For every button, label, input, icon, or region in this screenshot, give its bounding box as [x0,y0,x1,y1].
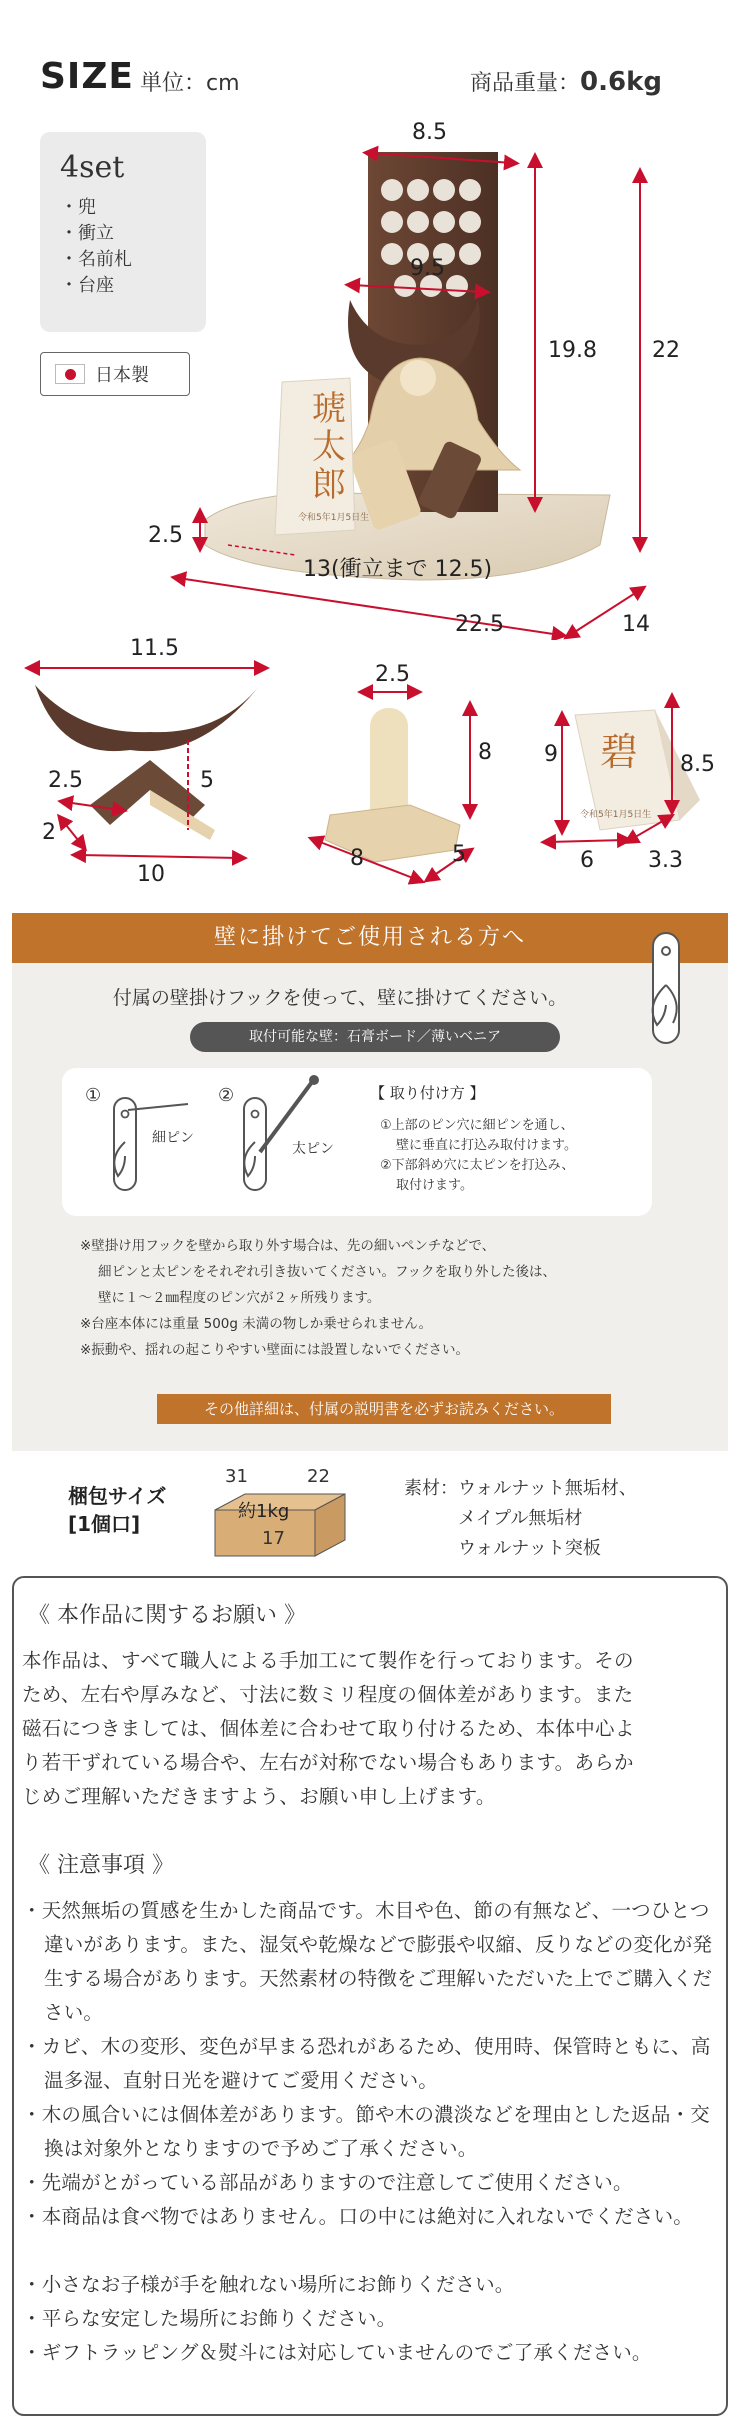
step-2-number: ② [218,1085,235,1106]
caution-heading: 《 注意事項 》 [28,1853,174,1878]
package-depth: 22 [307,1466,330,1487]
caution-item: ・ギフトラッピング＆熨斗には対応していませんのでご了承ください。 [22,2341,652,2364]
made-in-label: 日本製 [95,365,149,386]
caution-item: ・カビ、木の変形、変色が早まる恐れがあるため、使用時、保管時ともに、高温多湿、直射日光を避けてご愛用ください。 [22,2035,711,2092]
nameplate-date: 令和5年1月5日生 [298,513,370,523]
set-item: ・衝立 [60,223,114,244]
dim-plate-depth: 3.3 [648,848,683,873]
material-line-2: メイプル無垢材 [458,1508,583,1529]
request-line: り若干ずれている場合や、左右が対称でない場合もあります。あらか [22,1751,634,1774]
read-manual-banner: その他詳細は、付属の説明書を必ずお読みください。 [157,1394,611,1424]
dim-base-front: 13(衝立まで 12.5) [303,557,493,582]
dim-screen-height: 19.8 [548,338,597,363]
dim-part-helmet-a: 2.5 [48,768,83,793]
request-line: ため、左右や厚みなど、寸法に数ミリ程度の個体差があります。また [22,1683,634,1706]
nameplate-name-1: 琥 [312,389,346,429]
set-title: 4set [60,150,125,185]
wall-lead-text: 付属の壁掛けフックを使って、壁に掛けてください。 [112,987,568,1009]
dim-part-helmet-depth: 10 [137,862,165,887]
nameplate-name-3: 郎 [312,465,346,505]
package-weight: 約1kg [238,1501,290,1522]
dim-total-height: 22 [652,338,680,363]
dim-part-helmet-b: 2 [42,820,56,845]
dim-plate-width: 6 [580,848,594,873]
note-1a: ※壁掛け用フックを壁から取り外す場合は、先の細いペンチなどで、 [80,1238,496,1254]
howto-step-2a: ②下部斜め穴に太ピンを打込み、 [380,1158,575,1173]
compatible-walls-pill: 取付可能な壁：石膏ボード／薄いベニア [190,1022,560,1052]
dim-plate-right-height: 8.5 [680,752,715,777]
package-height: 17 [262,1528,285,1549]
caution-item: ・木の風合いには個体差があります。節や木の濃淡などを理由とした返品・交換は対象外となりますので予めご了承ください。 [22,2103,710,2160]
note-3: ※振動や、揺れの起こりやすい壁面には設置しないでください。 [80,1342,470,1358]
set-item: ・名前札 [60,249,132,270]
part-nameplate-date: 令和5年1月5日生 [580,810,652,820]
part-nameplate-name: 碧 [600,730,639,774]
weight-label: 商品重量： [470,71,581,96]
nameplate-name-2: 太 [312,427,346,467]
package-size-label [68,1482,166,1538]
caution-item: ・小さなお子様が手を触れない場所にお飾りください。 [22,2273,515,2296]
parts-illustration [0,640,740,900]
thick-pin-label: 太ピン [292,1141,334,1157]
caution-item: ・天然無垢の質感を生かした商品です。木目や色、節の有無など、一つひとつ違いがあります。また、湿気や乾燥などで膨張や収縮、反りなどの変化が発生する場合があります。天然素材の特徴をご理解いただいた上でご購入ください。 [22,1899,713,2024]
material-line-3: ウォルナット突板 [458,1538,601,1559]
howto-step-1b: 壁に垂直に打込み取付けます。 [396,1138,577,1153]
caution-item: ・本商品は食べ物ではありません。口の中には絶対に入れないでください。 [22,2205,693,2228]
request-line: 本作品は、すべて職人による手加工にて製作を行っております。その [22,1649,634,1672]
dim-base-width: 22.5 [455,612,504,637]
dim-part-helmet-c: 5 [200,768,214,793]
dim-stand-depth: 5 [452,842,466,867]
material-line-1: 素材：ウォルナット無垢材、 [404,1478,637,1499]
caution-item: ・先端がとがっている部品がありますので注意してご使用ください。 [22,2171,633,2194]
size-title: SIZE [40,56,135,97]
dim-stand-top: 2.5 [375,662,410,687]
dim-stand-height: 8 [478,740,492,765]
helmet-center [400,360,436,396]
wall-hook-icon [635,925,695,1055]
package-size-title: 梱包サイズ [68,1484,167,1508]
wall-section-heading: 壁に掛けてご使用される方へ [12,913,728,963]
dim-helmet-width: 9.5 [410,256,445,281]
dim-base-depth: 14 [622,612,650,637]
howto-title: 【 取り付け方 】 [370,1084,485,1102]
set-item: ・台座 [60,275,114,296]
howto-step-1a: ①上部のピン穴に細ピンを通し、 [380,1118,574,1133]
request-line: 磁石につきましては、個体差に合わせて取り付けるため、本体中心よ [22,1717,635,1740]
dim-screen-width: 8.5 [412,120,447,145]
thin-pin-label: 細ピン [152,1130,194,1146]
material-info [404,1474,637,1564]
set-item: ・兜 [60,197,96,218]
request-line: じめご理解いただきますよう、お願い申し上げます。 [22,1785,496,1808]
part-helmet-crest [35,685,260,751]
package-width: 31 [225,1466,248,1487]
dim-stand-width: 8 [350,846,364,871]
part-stand-base [325,805,460,862]
size-unit: 単位：cm [140,71,240,96]
package-count: [1個口] [68,1512,141,1536]
caution-item: ・平らな安定した場所にお飾りください。 [22,2307,397,2330]
note-2: ※台座本体には重量 500g 未満の物しか乗せられません。 [80,1316,433,1332]
request-heading: 《 本作品に関するお願い 》 [28,1603,306,1628]
dim-plate-left-height: 9 [544,742,558,767]
note-1b: 細ピンと太ピンをそれぞれ引き抜いてください。フックを取り外した後は、 [98,1264,557,1280]
dim-base-height: 2.5 [148,523,183,548]
dim-part-helmet-width: 11.5 [130,636,179,661]
product-illustration [0,0,740,640]
howto-step-2b: 取付けます。 [396,1178,473,1193]
step-1-number: ① [85,1085,102,1106]
weight-value: 0.6kg [580,67,662,97]
note-1c: 壁に１～２㎜程度のピン穴が２ヶ所残ります。 [98,1290,381,1306]
step-2-hook-icon [230,1072,340,1202]
